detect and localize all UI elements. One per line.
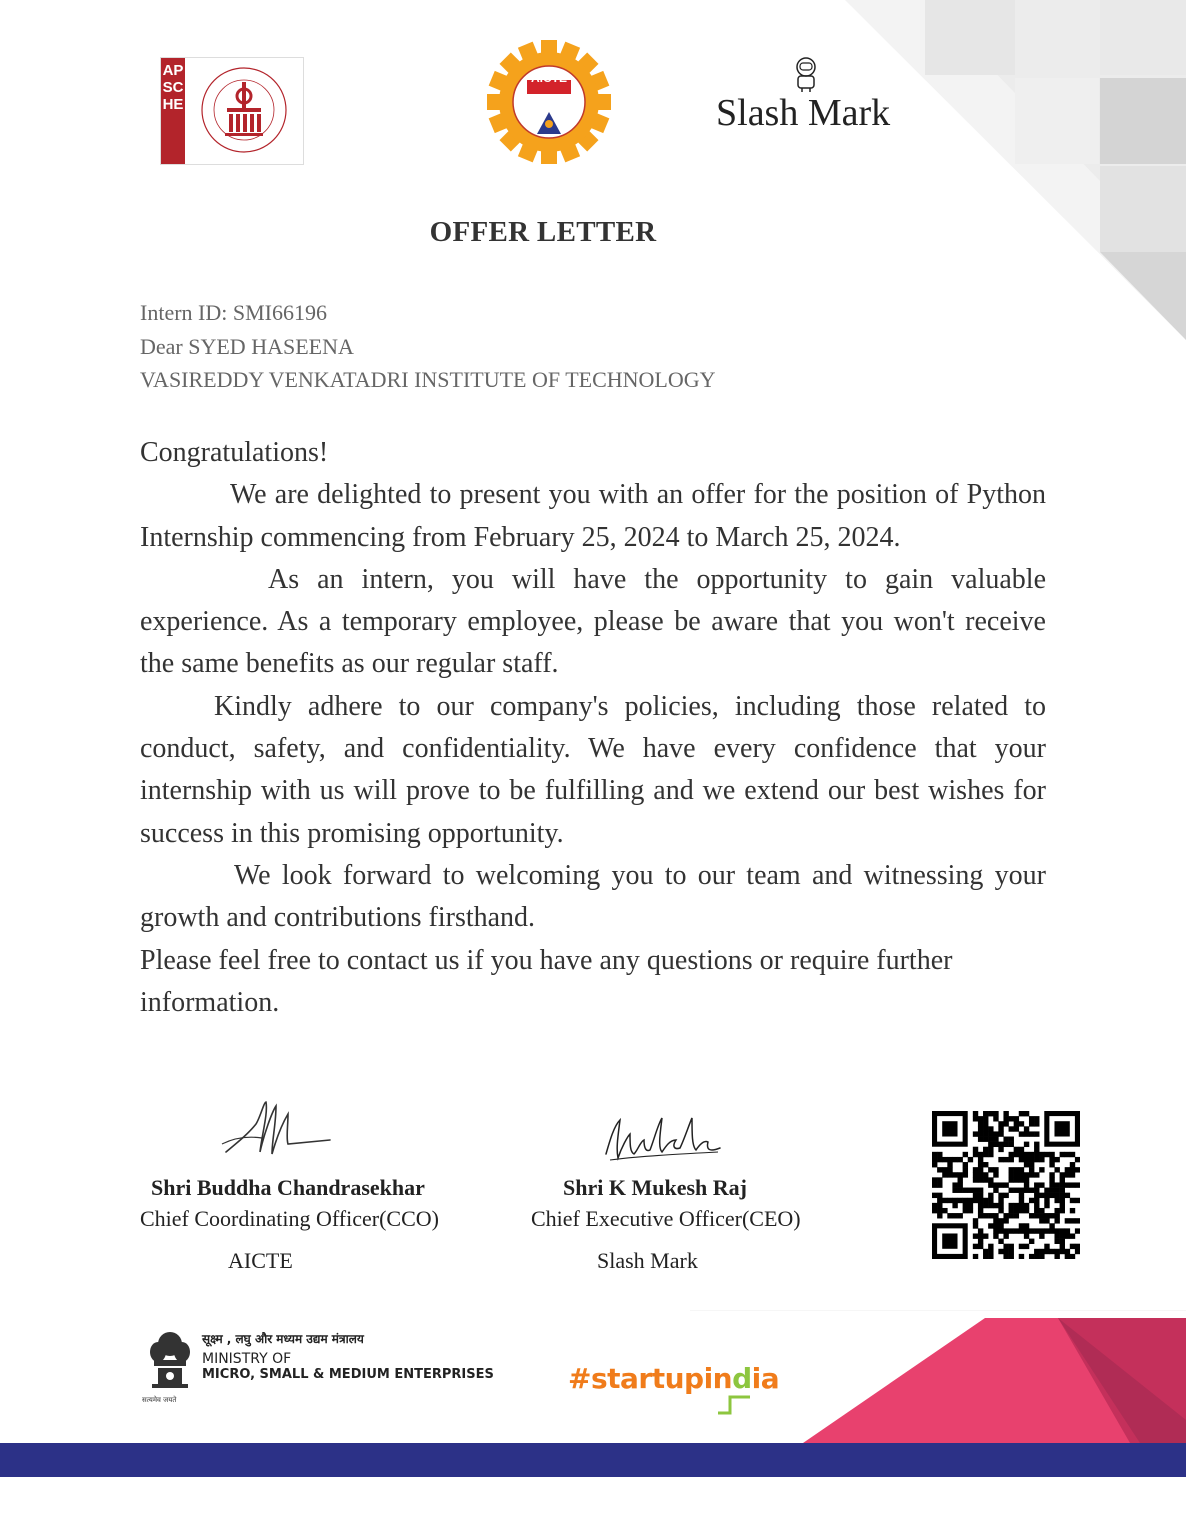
qr-code-icon — [932, 1111, 1080, 1259]
letter-body — [140, 432, 1046, 1024]
institute-name: VASIREDDY VENKATADRI INSTITUTE OF TECHNOLOGY — [140, 367, 716, 392]
startup-prefix: #startupin — [568, 1362, 733, 1395]
msme-line1: MINISTRY OF — [202, 1351, 292, 1367]
paragraph-offer: We are delighted to present you with an offer for the position of Python Internship commencing from February 25, 2024 to March 25, 2024. — [140, 479, 1046, 553]
startup-a: a — [760, 1362, 780, 1395]
congratulations-line: Congratulations! — [140, 437, 329, 468]
intern-id: Intern ID: SMI66196 — [140, 300, 327, 325]
msme-logo — [142, 1330, 508, 1406]
paragraph-welcome: We look forward to welcoming you to our team and witnessing your growth and contributions firsthand. — [140, 859, 1046, 934]
apsche-logo — [160, 57, 304, 165]
signature-chandrasekhar — [218, 1094, 334, 1164]
startup-d: d — [732, 1362, 752, 1395]
msme-line2: MICRO, SMALL & MEDIUM ENTERPRISES — [202, 1367, 494, 1382]
signatory-org-slashmark: Slash Mark — [597, 1248, 698, 1273]
aicte-logo — [487, 40, 611, 164]
signature-mukesh — [600, 1110, 726, 1166]
national-emblem-icon — [148, 1330, 192, 1396]
apsche-emblem-icon — [189, 62, 299, 160]
satyamev-jayate: सत्यमेव जयते — [142, 1396, 177, 1404]
startup-step-icon — [716, 1393, 752, 1415]
signatory-org-aicte: AICTE — [228, 1248, 293, 1273]
signatory-name-cco: Shri Buddha Chandrasekhar — [151, 1175, 425, 1200]
slashmark-logo — [716, 57, 916, 137]
msme-hindi: सूक्ष्म , लघु और मध्यम उद्यम मंत्रालय — [202, 1332, 364, 1346]
paragraph-contact: Please feel free to contact us if you have any questions or require further information. — [140, 944, 953, 1018]
paragraph-policies: Kindly adhere to our company's policies, including those related to conduct, safety, and confidentiality. We have every confidence that your internship with us will prove to be fulfilling and we extend our best wishes for success in this promising opportunity. — [140, 690, 1046, 849]
startup-i: i — [751, 1362, 761, 1395]
slashmark-wordmark: Slash Mark — [716, 92, 891, 134]
footer-blue-band — [0, 1443, 1186, 1477]
signatory-role-ceo: Chief Executive Officer(CEO) — [531, 1206, 801, 1231]
page-title: OFFER LETTER — [429, 216, 657, 248]
astronaut-icon — [791, 57, 821, 93]
paragraph-intern: As an intern, you will have the opportunity to gain valuable experience. As a temporary employee, please be aware that you won't receive the same benefits as our regular staff. — [140, 563, 1046, 680]
aicte-label: AICTE — [531, 71, 567, 85]
signatory-name-ceo: Shri K Mukesh Raj — [563, 1175, 747, 1200]
signatory-role-cco: Chief Coordinating Officer(CCO) — [140, 1206, 439, 1231]
startupindia-logo — [568, 1362, 779, 1395]
apsche-letters: APSCHE — [161, 58, 185, 164]
aicte-gear-icon — [487, 40, 611, 164]
greeting: Dear SYED HASEENA — [140, 334, 354, 359]
